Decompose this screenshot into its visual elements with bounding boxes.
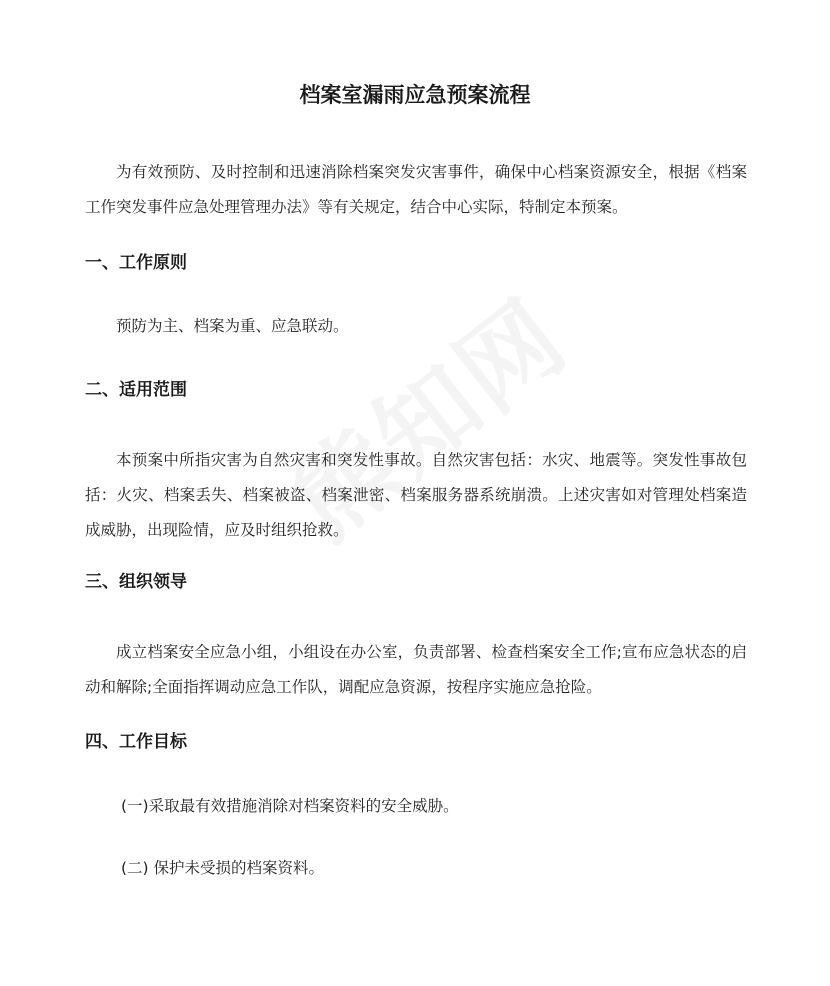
section-heading-goals: 四、工作目标 <box>85 732 187 752</box>
section-body-scope: 本预案中所指灾害为自然灾害和突发性事故。自然灾害包括：水灾、地震等。突发性事故包括：火灾、档案丢失、档案被盗、档案泄密、档案服务器系统崩溃。上述灾害如对管理处档案造成威胁，出现险情，应及时组织抢救。 <box>85 451 747 539</box>
section-heading-scope: 二、适用范围 <box>85 380 187 400</box>
goal-item-2: (二) 保护未受损的档案资料。 <box>121 859 325 877</box>
section-heading-organization: 三、组织领导 <box>85 572 187 592</box>
goal-item-1: (一)采取最有效措施消除对档案资料的安全威胁。 <box>121 797 459 815</box>
document-title: 档案室漏雨应急预案流程 <box>299 83 531 107</box>
intro-paragraph: 为有效预防、及时控制和迅速消除档案突发灾害事件，确保中心档案资源安全，根据《档案工作突发事件应急处理管理办法》等有关规定，结合中心实际，特制定本预案。 <box>85 163 747 216</box>
section-body-organization: 成立档案安全应急小组，小组设在办公室，负责部署、检查档案安全工作;宣布应急状态的启动和解除;全面指挥调动应急工作队，调配应急资源，按程序实施应急抢险。 <box>85 643 747 696</box>
section-body-principles: 预防为主、档案为重、应急联动。 <box>116 317 349 335</box>
section-heading-principles: 一、工作原则 <box>85 253 187 273</box>
